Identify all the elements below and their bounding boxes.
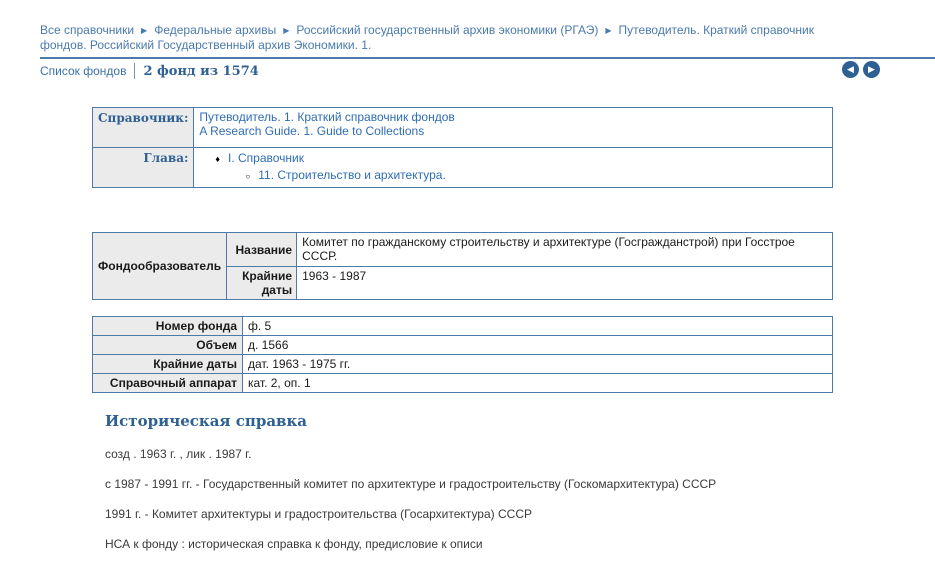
breadcrumb xyxy=(40,23,935,59)
prev-fund-button[interactable] xyxy=(842,61,859,78)
directory-label: Справочник: xyxy=(93,108,194,148)
creator-name-value: Комитет по гражданскому строительству и архитектуре (Госгражданстрой) при Госстрое СССР. xyxy=(297,233,833,267)
next-fund-button[interactable] xyxy=(863,61,880,78)
chevron-right-icon: ▶ xyxy=(141,26,148,35)
creator-group-label: Фондообразователь xyxy=(93,233,227,300)
diamond-bullet-icon: ♦ xyxy=(215,154,220,164)
historical-note-paragraph: 1991 г. - Комитет архитектуры и градостроительства (Госархитектура) СССР xyxy=(105,507,532,521)
pager-toolbar xyxy=(40,61,880,81)
fund-apparatus-label: Справочный аппарат xyxy=(93,374,243,393)
chevron-right-icon: ▶ xyxy=(283,26,290,35)
fund-volume-value: д. 1566 xyxy=(243,336,833,355)
directory-value-cell xyxy=(194,108,833,148)
creator-name-label: Название xyxy=(227,233,297,267)
arrow-right-icon: ▶ xyxy=(868,64,875,74)
breadcrumb-item-all-guides[interactable]: Все справочники xyxy=(40,23,135,37)
chevron-right-icon: ▶ xyxy=(605,26,612,35)
historical-note-paragraph: НСА к фонду : историческая справка к фонду, предисловие к описи xyxy=(105,537,483,551)
fund-position-label: 2 фонд из 1574 xyxy=(143,63,259,79)
chapter-tree-item xyxy=(199,150,827,167)
fund-number-value: ф. 5 xyxy=(243,317,833,336)
chapter-label: Глава: xyxy=(93,148,194,188)
fund-number-label: Номер фонда xyxy=(93,317,243,336)
fund-info-table xyxy=(92,316,833,393)
fund-dates-label: Крайние даты xyxy=(93,355,243,374)
directory-link-ru[interactable]: Путеводитель. 1. Краткий справочник фондов xyxy=(199,110,455,124)
historical-note-paragraph: с 1987 - 1991 гг. - Государственный комитет по архитектуре и градостроительству (Госкомархитектура) СССР xyxy=(105,477,717,491)
table-row xyxy=(93,374,833,393)
chapter-value-cell xyxy=(194,148,833,188)
historical-note-paragraph: созд . 1963 г. , лик . 1987 г. xyxy=(105,447,252,461)
chapter-link-subsection[interactable]: 11. Строительство и архитектура. xyxy=(258,168,446,182)
divider xyxy=(134,63,135,79)
fund-list-link[interactable]: Список фондов xyxy=(40,64,127,78)
creator-table xyxy=(92,232,833,300)
directory-link-en[interactable]: A Research Guide. 1. Guide to Collections xyxy=(199,124,425,138)
breadcrumb-item-federal-archives[interactable]: Федеральные архивы xyxy=(154,23,277,37)
creator-dates-label: Крайние даты xyxy=(227,267,297,300)
breadcrumb-item-rgae[interactable]: Российский государственный архив экономики (РГАЭ) xyxy=(296,23,599,37)
arrow-left-icon: ◀ xyxy=(847,64,854,74)
chapter-tree-item xyxy=(199,167,827,185)
fund-apparatus-value: кат. 2, оп. 1 xyxy=(243,374,833,393)
table-row xyxy=(93,336,833,355)
fund-dates-value: дат. 1963 - 1975 гг. xyxy=(243,355,833,374)
historical-note-section xyxy=(105,412,845,568)
circle-bullet-icon: ○ xyxy=(245,172,251,181)
reference-table xyxy=(92,107,833,188)
table-row xyxy=(93,317,833,336)
fund-volume-label: Объем xyxy=(93,336,243,355)
table-row xyxy=(93,355,833,374)
breadcrumb-item-current-guide: Путеводитель. Краткий справочник фондов. Российский Государственный архив Экономики. 1. xyxy=(40,23,814,52)
chapter-link-section[interactable]: I. Справочник xyxy=(228,151,304,165)
creator-dates-value: 1963 - 1987 xyxy=(297,267,833,300)
historical-note-title: Историческая справка xyxy=(105,412,308,430)
